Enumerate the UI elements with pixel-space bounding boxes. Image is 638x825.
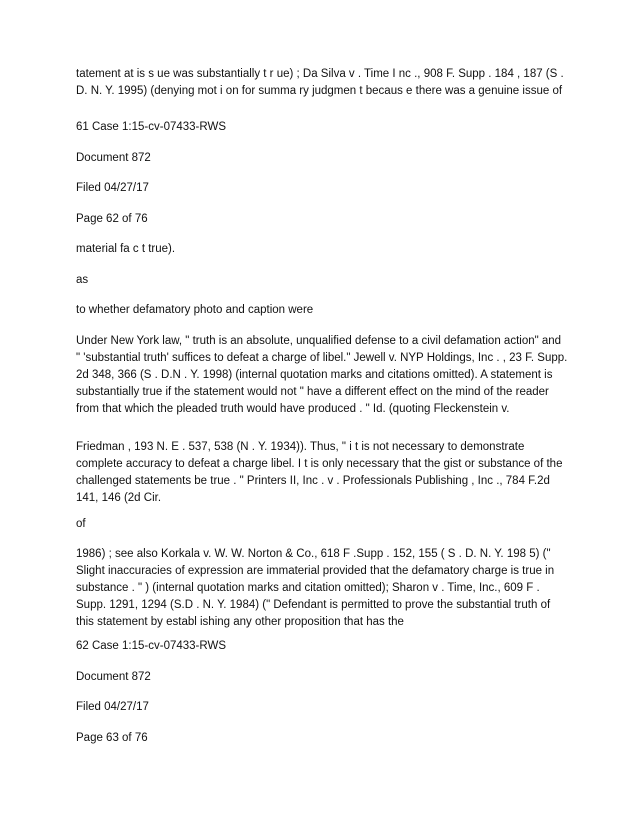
page-footer-filed-date: Filed 04/27/17: [76, 182, 149, 194]
page-footer-page-number: Page 62 of 76: [76, 213, 148, 225]
paragraph-text-fragment: to whether defamatory photo and caption were: [76, 304, 314, 316]
page-footer-document-number: Document 872: [76, 152, 151, 164]
page-footer-page-number: Page 63 of 76: [76, 732, 148, 744]
page-footer-document-number: Document 872: [76, 671, 151, 683]
paragraph-body: Under New York law, " truth is an absolute, unqualified defense to a civil defamation action" and " 'substantial truth' suffices to defeat a charge of libel." Jewell v. NYP Holdings, Inc . , 23 F. Supp. 2d 348, 366 (S . D.N . Y. 1998) (internal quotation marks and citations omitted). A statement is substantially true if the statement would not " have a different effect on the mind of the reader from that which the pleaded truth would have produced . " Id. (quoting Fleckenstein v.: [76, 335, 568, 415]
page-footer-case-number: 62 Case 1:15-cv-07433-RWS: [76, 640, 226, 652]
page-footer-case-number: 61 Case 1:15-cv-07433-RWS: [76, 121, 226, 133]
paragraph-body: 1986) ; see also Korkala v. W. W. Norton & Co., 618 F .Supp . 152, 155 ( S . D. N. Y. 198 5) (" Slight inaccuracies of expression are immaterial provided that the defamatory charge is true in substance . " ) (internal quotation marks and citation omitted); Sharon v . Time, Inc., 609 F . Supp. 1291, 1294 (S.D . N. Y. 1984) (" Defendant is permitted to prove the substantial truth of this statement by establ ishing any other proposition that has the: [76, 548, 555, 628]
paragraph-text-fragment: as: [76, 274, 89, 286]
paragraph-text-fragment: material fa c t true).: [76, 243, 176, 255]
page-footer-filed-date: Filed 04/27/17: [76, 701, 149, 713]
paragraph-body: Friedman , 193 N. E . 537, 538 (N . Y. 1934)). Thus, " i t is not necessary to demonstrate complete accuracy to defeat a charge libel. I t is only necessary that the gist or substance of the challenged statements be true . " Printers II, Inc . v . Professionals Publishing , Inc ., 784 F.2d 141, 146 (2d Cir.: [76, 441, 563, 504]
paragraph-text-continuation: tatement at is s ue was substantially t r ue) ; Da Silva v . Time I nc ., 908 F. Supp . 184 , 187 (S . D. N. Y. 1995) (denying mot i on for summa ry judgmen t becaus e there was a genuine issue of: [76, 68, 564, 97]
paragraph-text-fragment: of: [76, 518, 86, 530]
